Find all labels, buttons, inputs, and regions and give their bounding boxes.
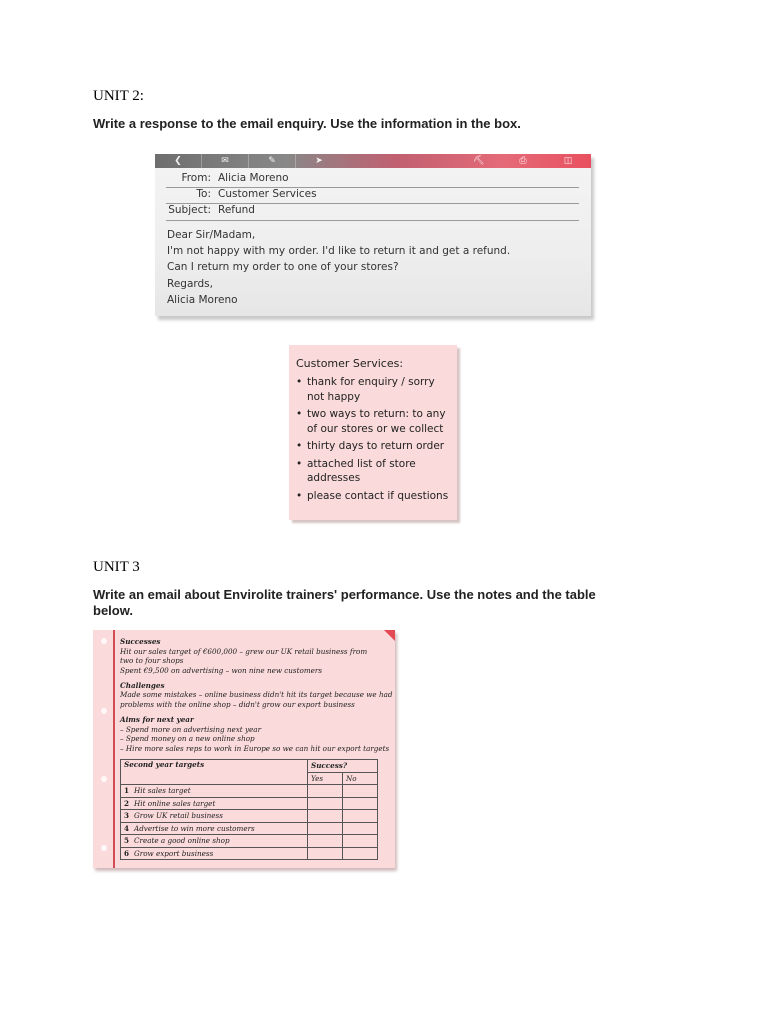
table-row: 5 Create a good online shop	[121, 835, 378, 848]
note-list	[296, 375, 456, 506]
no-cell[interactable]	[343, 847, 378, 860]
note-item: • attached list of store addresses	[296, 457, 416, 484]
challenges-line: Made some mistakes – online business didn't hit its target because we had	[120, 690, 393, 699]
attach-icon[interactable]: ⛏	[473, 156, 485, 166]
notebook-margin-line	[113, 630, 115, 868]
subject-label: Subject:	[168, 204, 211, 216]
to-value: Customer Services	[218, 188, 317, 200]
no-header: No	[343, 772, 378, 785]
back-icon[interactable]: ❮	[155, 154, 202, 168]
targets-header: Second year targets	[121, 760, 308, 785]
email-body-line: I'm not happy with my order. I'd like to return it and get a refund.	[167, 245, 511, 257]
yes-cell[interactable]	[308, 822, 343, 835]
binder-hole	[101, 845, 107, 851]
table-row: 1 Hit sales target	[121, 785, 378, 798]
successes-line: Hit our sales target of €600,000 – grew our UK retail business from	[120, 647, 368, 656]
email-body-line: Alicia Moreno	[167, 294, 238, 306]
binder-hole	[101, 776, 107, 782]
unit-2-instruction: Write a response to the email enquiry. Use the information in the box.	[93, 116, 521, 131]
yes-cell[interactable]	[308, 847, 343, 860]
table-row: 6 Grow export business	[121, 847, 378, 860]
yes-cell[interactable]	[308, 797, 343, 810]
no-cell[interactable]	[343, 785, 378, 798]
email-body-line: Dear Sir/Madam,	[167, 229, 256, 241]
notebook-page	[93, 630, 395, 868]
no-cell[interactable]	[343, 822, 378, 835]
from-label: From:	[181, 172, 211, 184]
email-window	[155, 154, 591, 316]
table-row: 4 Advertise to win more customers	[121, 822, 378, 835]
from-value: Alicia Moreno	[218, 172, 289, 184]
unit-2-title: UNIT 2:	[93, 88, 144, 104]
subject-value: Refund	[218, 204, 255, 216]
note-item: • please contact if questions	[296, 489, 449, 502]
customer-services-note	[289, 345, 457, 520]
note-item: • two ways to return: to any of our stores or we collect	[296, 408, 446, 435]
note-item: • thank for enquiry / sorry not happy	[296, 376, 435, 403]
successes-line: two to four shops	[120, 656, 184, 665]
email-body-line: Regards,	[167, 278, 213, 290]
binder-hole	[101, 708, 107, 714]
page-corner	[384, 630, 395, 641]
challenges-line: problems with the online shop – didn't grow our export business	[120, 700, 355, 709]
no-cell[interactable]	[343, 810, 378, 823]
email-toolbar	[155, 154, 591, 168]
yes-header: Yes	[308, 772, 343, 785]
unit-3-title: UNIT 3	[93, 559, 140, 575]
divider	[166, 220, 579, 221]
yes-cell[interactable]	[308, 810, 343, 823]
challenges-heading: Challenges	[120, 681, 165, 690]
print-icon[interactable]: ⎙	[519, 156, 527, 166]
compose-icon[interactable]: ✎	[249, 154, 296, 168]
table-row: 2 Hit online sales target	[121, 797, 378, 810]
successes-heading: Successes	[120, 637, 161, 646]
trash-icon[interactable]: ◫	[563, 156, 573, 166]
no-cell[interactable]	[343, 835, 378, 848]
email-body-line: Can I return my order to one of your stores?	[167, 261, 399, 273]
aims-line: – Spend more on advertising next year	[120, 725, 261, 734]
success-header: Success?	[308, 760, 378, 773]
successes-line: Spent €9,500 on advertising – won nine new customers	[120, 666, 323, 675]
aims-line: – Spend money on a new online shop	[120, 734, 255, 743]
note-title: Customer Services:	[296, 357, 404, 370]
yes-cell[interactable]	[308, 835, 343, 848]
to-label: To:	[196, 188, 211, 200]
send-icon[interactable]: ➤	[315, 156, 323, 166]
no-cell[interactable]	[343, 797, 378, 810]
targets-table	[120, 759, 378, 860]
unit-3-instruction: Write an email about Envirolite trainers' performance. Use the notes and the table below.	[93, 587, 596, 618]
aims-heading: Aims for next year	[120, 715, 194, 724]
binder-hole	[101, 638, 107, 644]
table-row: 3 Grow UK retail business	[121, 810, 378, 823]
aims-line: – Hire more sales reps to work in Europe so we can hit our export targets	[120, 744, 390, 753]
yes-cell[interactable]	[308, 785, 343, 798]
note-item: • thirty days to return order	[296, 440, 445, 452]
mail-icon[interactable]: ✉	[202, 154, 249, 168]
